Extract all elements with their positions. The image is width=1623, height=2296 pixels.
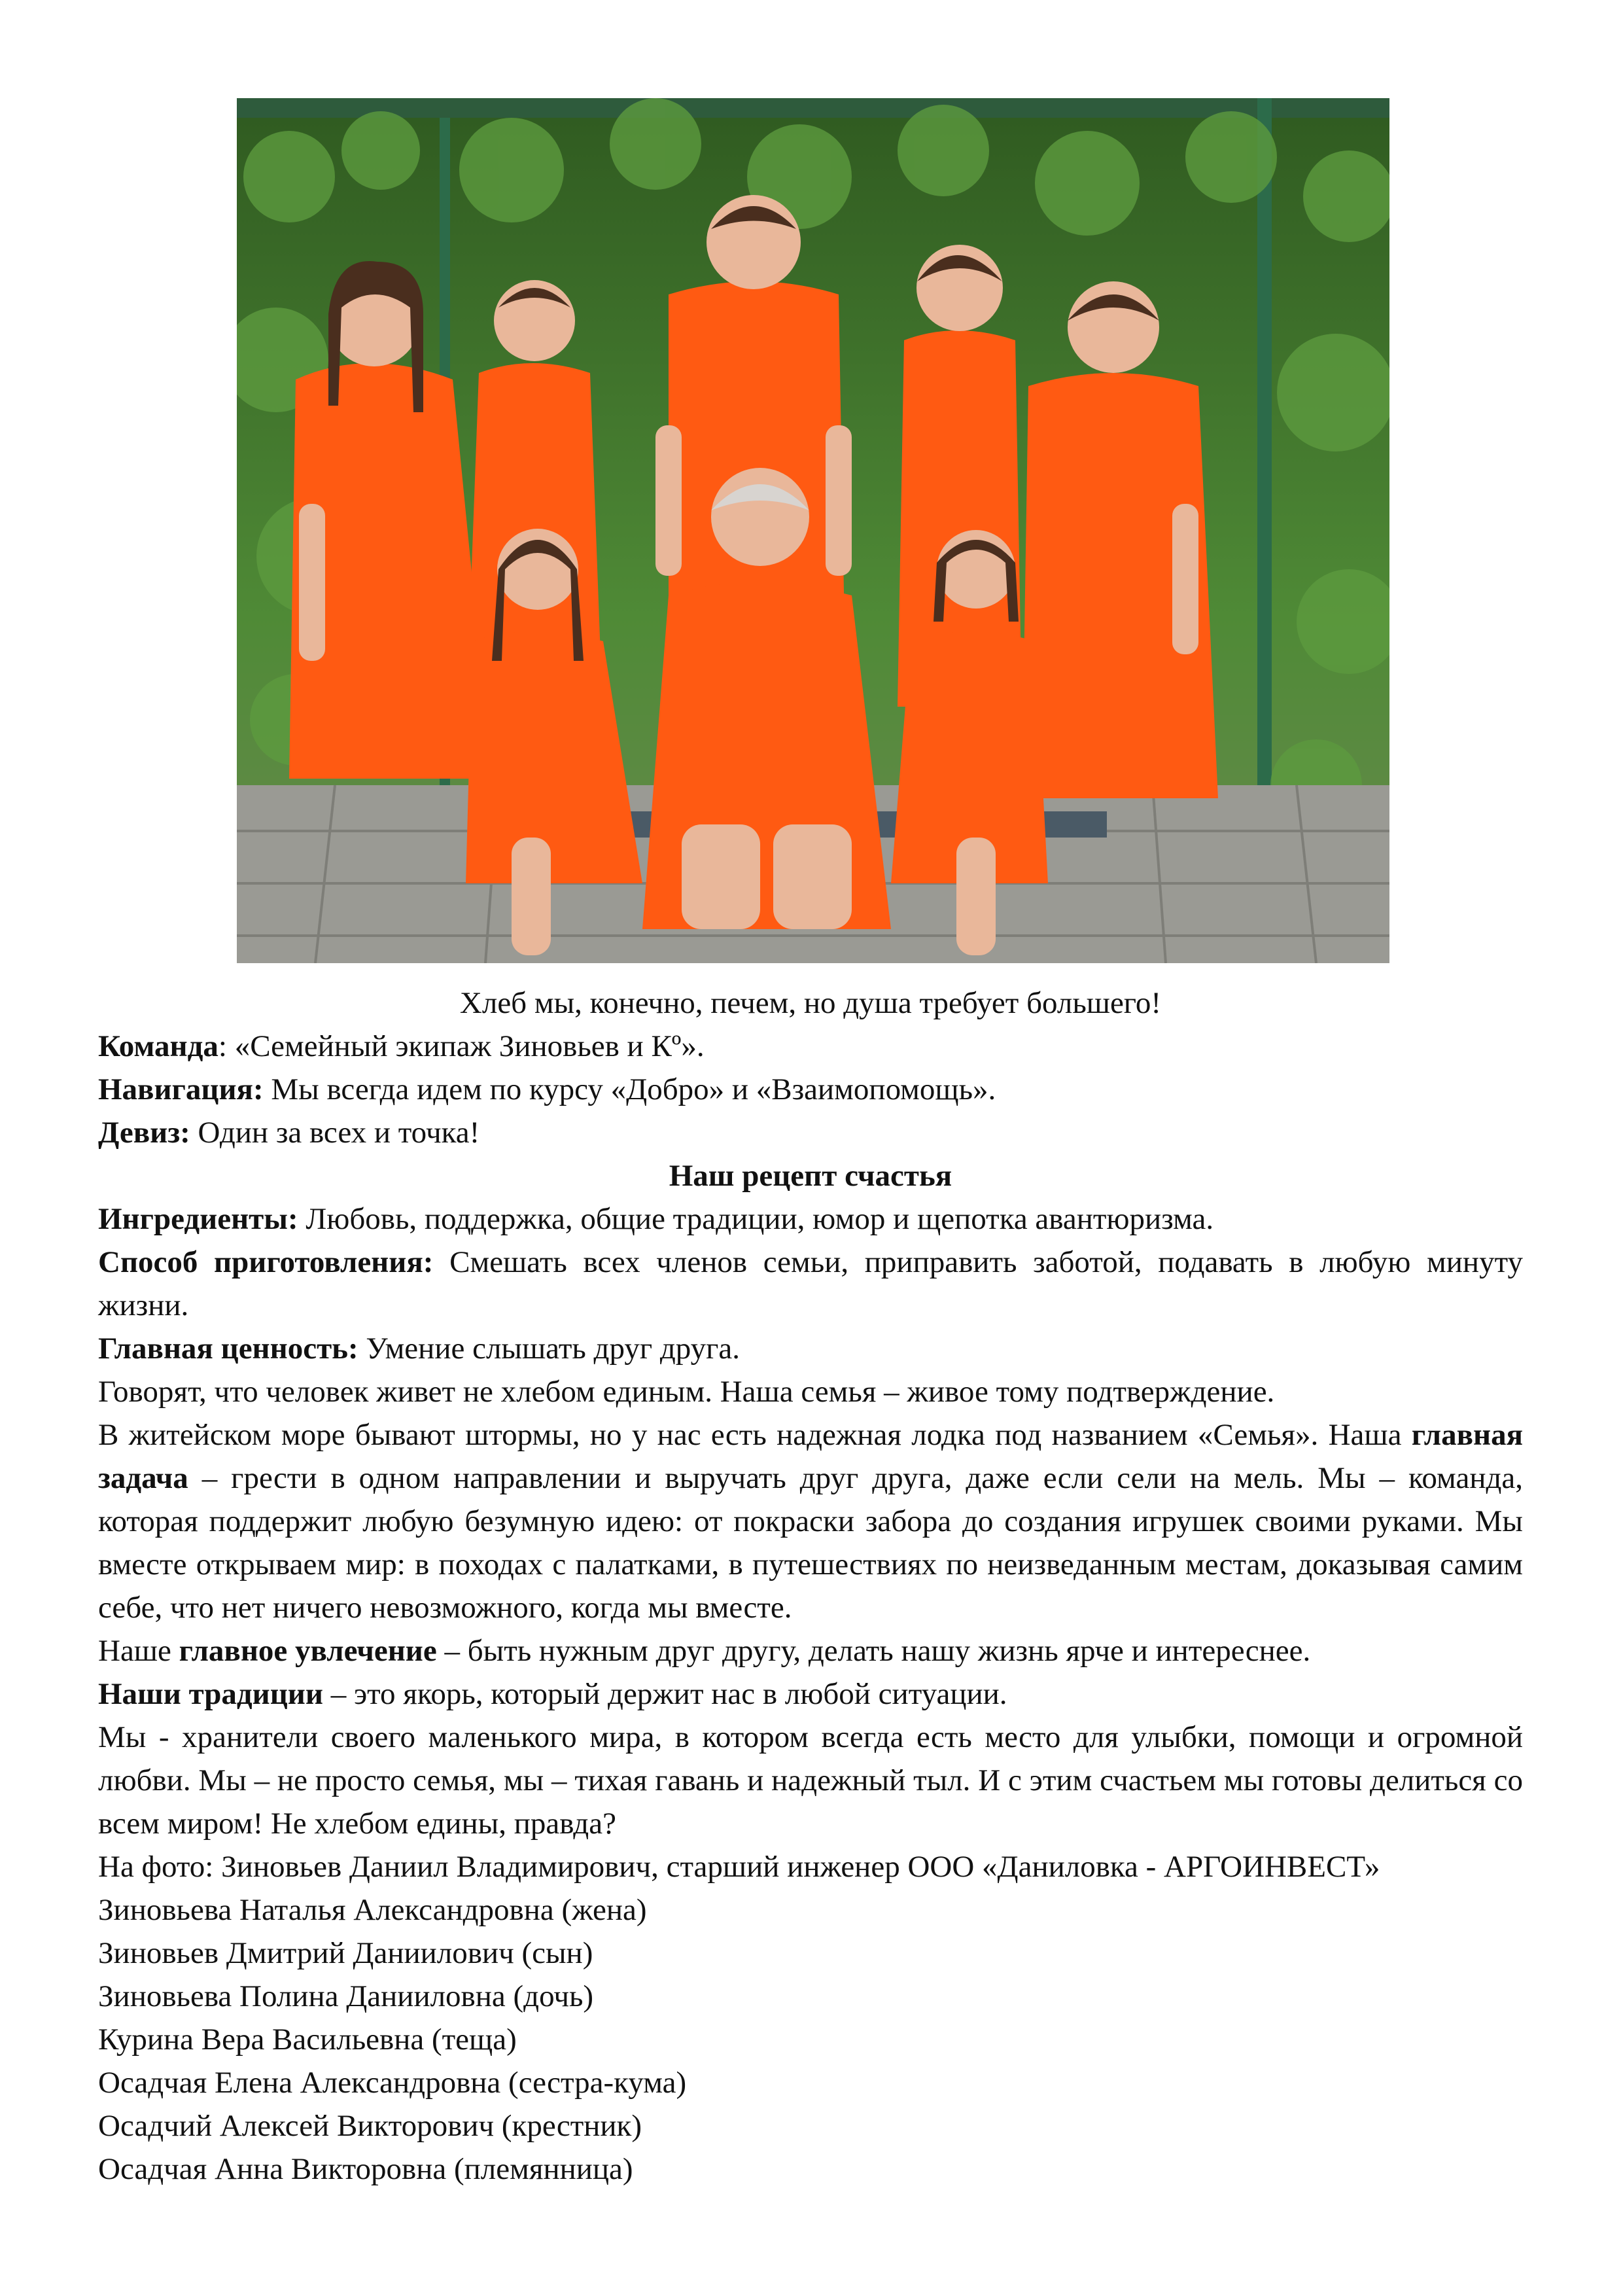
- method-line: [98, 1241, 1523, 1327]
- family-photo: [237, 98, 1389, 963]
- motto-line: [98, 1111, 1523, 1154]
- team-value: : «Семейный экипаж Зиновьев и Кº».: [218, 1029, 705, 1063]
- family-photo-illustration: [237, 98, 1389, 963]
- paragraph-sea-pre: В житейском море бывают штормы, но у нас есть надежная лодка под названием «Семья». Наша: [98, 1418, 1412, 1452]
- paragraph-hobby-post: – быть нужным друг другу, делать нашу жизнь ярче и интереснее.: [436, 1634, 1311, 1668]
- document-text: [98, 981, 1523, 2191]
- member-line: Зиновьева Полина Данииловна (дочь): [98, 1979, 594, 2013]
- paragraph-traditions-bold: Наши традиции: [98, 1677, 323, 1711]
- member-line: Зиновьев Дмитрий Даниилович (сын): [98, 1936, 593, 1970]
- paragraph-traditions: [98, 1672, 1523, 1716]
- motto-value: Один за всех и точка!: [190, 1116, 480, 1150]
- member-line: Осадчая Елена Александровна (сестра-кума): [98, 2066, 687, 2100]
- recipe-heading: [98, 1154, 1523, 1197]
- member-line: Зиновьева Наталья Александровна (жена): [98, 1893, 647, 1927]
- navigation-label: Навигация:: [98, 1072, 264, 1106]
- paragraph-hobby: [98, 1629, 1523, 1672]
- paragraph-hobby-pre: Наше: [98, 1634, 179, 1668]
- member-line: На фото: Зиновьев Даниил Владимирович, старший инженер ООО «Даниловка - АРГОИНВЕСТ»: [98, 1850, 1380, 1884]
- navigation-value: Мы всегда идем по курсу «Добро» и «Взаимопомощь».: [263, 1072, 996, 1106]
- ingredients-line: [98, 1197, 1523, 1241]
- paragraph-hobby-bold: главное увлечение: [179, 1634, 437, 1668]
- member-line: Осадчая Анна Викторовна (племянница): [98, 2152, 633, 2186]
- team-label: Команда: [98, 1029, 218, 1063]
- navigation-line: [98, 1068, 1523, 1111]
- paragraph-sea-post: – грести в одном направлении и выручать друг друга, даже если сели на мель. Мы – команда, которая поддержит любую безумную идею: от покраски забора до создания игрушек своими руками. Мы вместе открываем мир: в походах с палатками, в путешествиях по неизведанным местам, доказывая самим себе, что нет ничего невозможного, когда мы вместе.: [98, 1461, 1523, 1625]
- main-value-line: [98, 1327, 1523, 1370]
- paragraph-keepers: Мы - хранители своего маленького мира, в котором всегда есть место для улыбки, помощи и огромной любви. Мы – не просто семья, мы – тихая гавань и надежный тыл. И с этим счастьем мы готовы делиться со всем миром! Не хлебом едины, правда?: [98, 1720, 1523, 1841]
- paragraph-bread: Говорят, что человек живет не хлебом единым. Наша семья – живое тому подтверждение.: [98, 1375, 1275, 1409]
- team-line: [98, 1025, 1523, 1068]
- method-value: Смешать всех членов семьи, приправить заботой, подавать в любую минуту жизни.: [98, 1245, 1523, 1322]
- member-line: Курина Вера Васильевна (теща): [98, 2022, 517, 2057]
- member-line: Осадчий Алексей Викторович (крестник): [98, 2109, 642, 2143]
- paragraph-traditions-post: – это якорь, который держит нас в любой ситуации.: [323, 1677, 1007, 1711]
- motto-label: Девиз:: [98, 1116, 190, 1150]
- method-label: Способ приготовления:: [98, 1245, 434, 1279]
- recipe-heading-text: Наш рецепт счастья: [669, 1159, 952, 1193]
- paragraph-sea-bold: главная задача: [98, 1418, 1523, 1495]
- paragraph-sea: [98, 1413, 1523, 1629]
- ingredients-label: Ингредиенты:: [98, 1202, 298, 1236]
- ingredients-value: Любовь, поддержка, общие традиции, юмор и щепотка авантюризма.: [298, 1202, 1214, 1236]
- main-value-label: Главная ценность:: [98, 1332, 358, 1366]
- main-value-value: Умение слышать друг друга.: [358, 1332, 741, 1366]
- photo-caption: Хлеб мы, конечно, печем, но душа требует большего!: [459, 986, 1162, 1020]
